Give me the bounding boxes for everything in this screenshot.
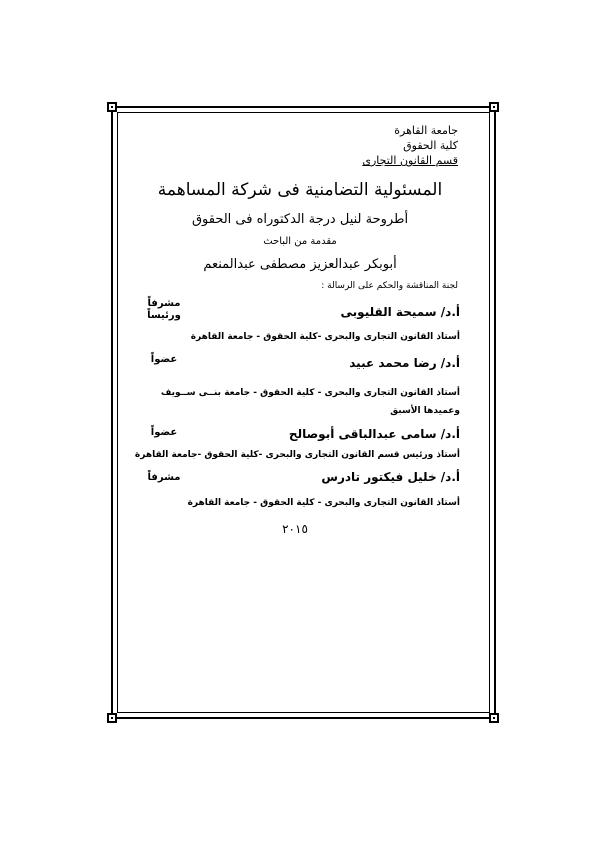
- committee-member-role: عضواً: [150, 354, 178, 365]
- committee-member-role: مشرفاً ورئيساً: [147, 298, 181, 321]
- committee-member-title: أستاذ القانون التجارى والبحرى - كلية الحقوق - جامعة بنــى ســويف: [160, 388, 460, 398]
- department-name: قسم القانون التجارى: [362, 154, 458, 167]
- committee-member-role: مشرفاً: [147, 472, 181, 483]
- year: ٢٠١٥: [282, 522, 308, 536]
- committee-member-title: أستاذ القانون التجارى والبحرى -كلية الحقوق - جامعة القاهرة: [190, 332, 460, 342]
- committee-member-name: أ.د/ سميحة القليوبى: [340, 305, 460, 319]
- frame-corner-ornament: [107, 713, 117, 723]
- frame-corner-ornament: [489, 102, 499, 112]
- frame-corner-ornament: [107, 102, 117, 112]
- thesis-title: المسئولية التضامنية فى شركة المساهمة: [157, 180, 443, 200]
- frame-corner-ornament: [489, 713, 499, 723]
- committee-member-role: عضواً: [150, 427, 178, 438]
- faculty-name: كلية الحقوق: [403, 139, 458, 152]
- university-name: جامعة القاهرة: [394, 124, 458, 137]
- committee-member-name: أ.د/ سامى عبدالباقى أبوصالح: [288, 427, 460, 441]
- researcher-name: أبوبكر عبدالعزيز مصطفى عبدالمنعم: [203, 257, 397, 272]
- committee-member-name: أ.د/ خليل فيكتور تادرس: [321, 470, 460, 484]
- committee-heading: لجنة المناقشة والحكم على الرسالة :: [321, 281, 458, 291]
- committee-member-title: أستاذ القانون التجارى والبحرى - كلية الحقوق - جامعة القاهرة: [187, 498, 460, 508]
- committee-member-title: أستاذ ورئيس قسم القانون التجارى والبحرى -كلية الحقوق -جامعة القاهرة: [134, 450, 460, 460]
- thesis-subtitle: أطروحة لنيل درجة الدكتوراه فى الحقوق: [191, 212, 409, 227]
- committee-member-name: أ.د/ رضا محمد عبيد: [349, 356, 460, 370]
- committee-member-title-continued: وعميدها الأسبق: [390, 406, 460, 416]
- presented-by: مقدمة من الباحث: [263, 236, 337, 247]
